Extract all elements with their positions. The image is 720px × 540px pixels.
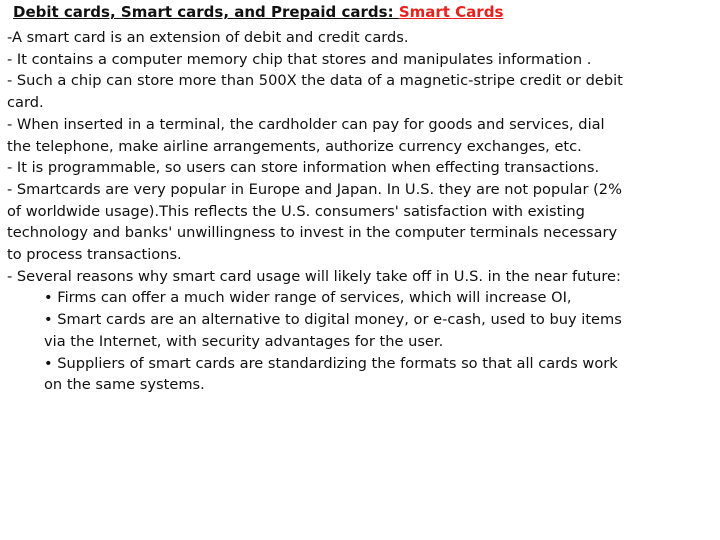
title-accent-text: Smart Cards bbox=[398, 3, 504, 21]
slide-title bbox=[13, 2, 503, 23]
body-line: - Smartcards are very popular in Europe and Japan. In U.S. they are not popular (2% bbox=[7, 180, 622, 198]
body-line: of worldwide usage).This reflects the U.S. consumers' satisfaction with existing bbox=[7, 202, 585, 220]
slide-body bbox=[7, 27, 707, 396]
bullet-line: • Suppliers of smart cards are standardizing the formats so that all cards work bbox=[44, 354, 618, 372]
body-line: - It is programmable, so users can store information when effecting transactions. bbox=[7, 159, 600, 177]
body-line: - When inserted in a terminal, the cardholder can pay for goods and services, dial bbox=[7, 115, 605, 133]
title-main-text: Debit cards, Smart cards, and Prepaid cards: bbox=[13, 3, 399, 21]
body-line: - Such a chip can store more than 500X the data of a magnetic-stripe credit or debit bbox=[7, 72, 623, 90]
body-line: - It contains a computer memory chip that stores and manipulates information . bbox=[7, 50, 592, 68]
body-line: card. bbox=[7, 94, 44, 112]
body-line: technology and banks' unwillingness to invest in the computer terminals necessary bbox=[7, 224, 618, 242]
bullet-line: • Firms can offer a much wider range of services, which will increase OI, bbox=[44, 289, 572, 307]
bullet-line: • Smart cards are an alternative to digital money, or e-cash, used to buy items bbox=[44, 311, 622, 329]
body-line: to process transactions. bbox=[7, 246, 182, 264]
bullet-line: via the Internet, with security advantages for the user. bbox=[44, 332, 444, 350]
body-line: - Several reasons why smart card usage will likely take off in U.S. in the near future: bbox=[7, 267, 621, 285]
body-line: -A smart card is an extension of debit and credit cards. bbox=[7, 29, 409, 46]
bullet-line: on the same systems. bbox=[44, 376, 205, 394]
body-line: the telephone, make airline arrangements, authorize currency exchanges, etc. bbox=[7, 137, 582, 155]
